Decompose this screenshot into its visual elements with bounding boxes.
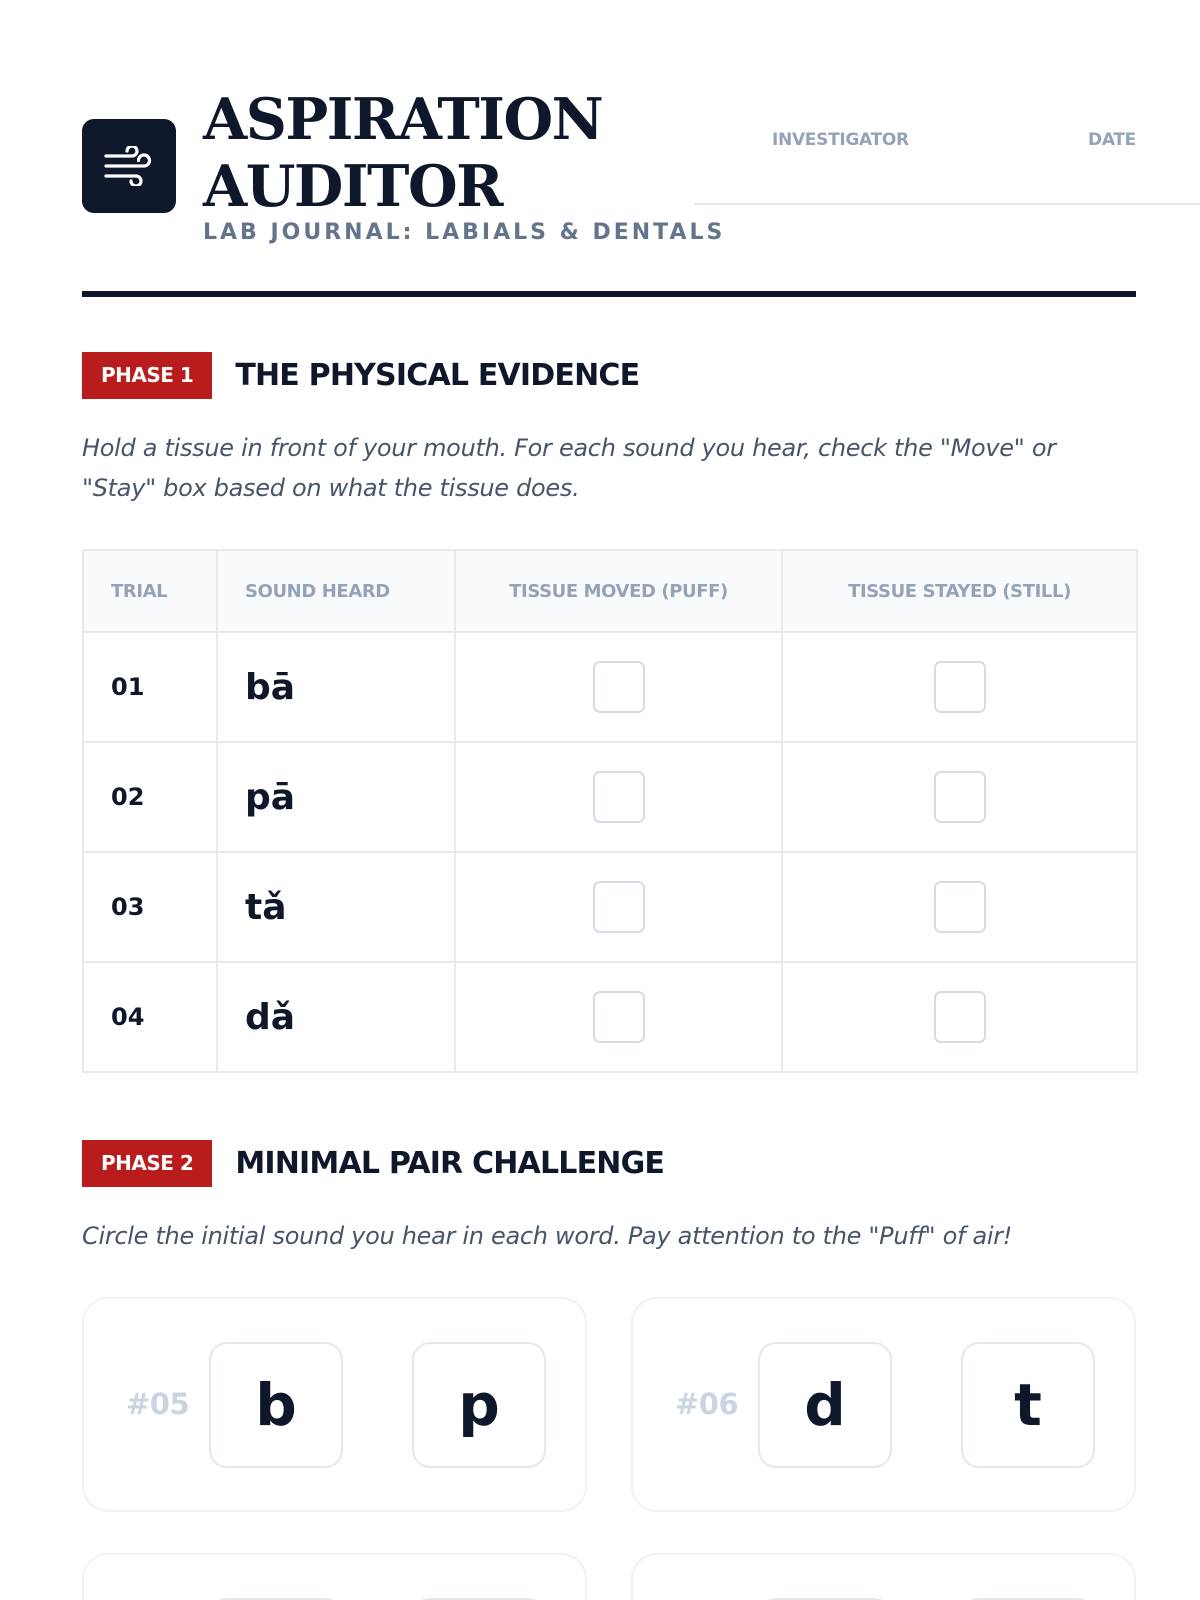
column-header-trial: TRIAL (83, 550, 217, 632)
wind-icon (102, 146, 156, 186)
sound-choice-option[interactable]: b (209, 1342, 343, 1468)
minimal-pair-card (82, 1297, 587, 1512)
sound-heard: dǎ (217, 962, 455, 1072)
page-title (203, 86, 602, 220)
table-row (83, 962, 1137, 1072)
stayed-checkbox[interactable] (934, 661, 986, 713)
moved-checkbox[interactable] (593, 661, 645, 713)
phase1-badge: PHASE 1 (82, 352, 212, 399)
moved-checkbox[interactable] (593, 881, 645, 933)
phase2-heading (82, 1140, 664, 1187)
column-header-moved: TISSUE MOVED (PUFF) (455, 550, 782, 632)
stayed-checkbox[interactable] (934, 771, 986, 823)
table-row (83, 632, 1137, 742)
sound-choice-option[interactable]: d (758, 1342, 892, 1468)
stayed-cell (782, 852, 1137, 962)
trial-number: 04 (83, 962, 217, 1072)
trial-number: 01 (83, 632, 217, 742)
phase1-instructions: Hold a tissue in front of your mouth. For each sound you hear, check the "Move" or "Stay" box based on what the tissue does. (82, 434, 1056, 502)
title-line-1: ASPIRATION (203, 86, 603, 153)
table-row (83, 852, 1137, 962)
minimal-pair-card (631, 1297, 1136, 1512)
phase2-title: MINIMAL PAIR CHALLENGE (235, 1146, 665, 1181)
moved-cell (455, 742, 782, 852)
phase2-badge: PHASE 2 (82, 1140, 212, 1187)
title-line-2: AUDITOR (203, 153, 502, 220)
pair-number: #05 (126, 1387, 190, 1421)
column-header-sound: SOUND HEARD (217, 550, 455, 632)
sound-heard: pā (217, 742, 455, 852)
phase1-title: THE PHYSICAL EVIDENCE (235, 358, 640, 393)
pair-number: #06 (675, 1387, 739, 1421)
phase1-heading (82, 352, 639, 399)
trial-number: 03 (83, 852, 217, 962)
investigator-label: INVESTIGATOR (772, 130, 909, 150)
minimal-pair-card (631, 1553, 1136, 1600)
sound-heard: bā (217, 632, 455, 742)
stayed-checkbox[interactable] (934, 881, 986, 933)
minimal-pair-card (82, 1553, 587, 1600)
stayed-checkbox[interactable] (934, 991, 986, 1043)
stayed-cell (782, 742, 1137, 852)
date-label: DATE (1088, 130, 1136, 150)
trial-number: 02 (83, 742, 217, 852)
moved-cell (455, 962, 782, 1072)
moved-checkbox[interactable] (593, 991, 645, 1043)
trials-table (82, 549, 1138, 1073)
stayed-cell (782, 632, 1137, 742)
column-header-stayed: TISSUE STAYED (STILL) (782, 550, 1137, 632)
sound-choice-option[interactable]: t (961, 1342, 1095, 1468)
moved-cell (455, 852, 782, 962)
table-header-row (83, 550, 1137, 632)
stayed-cell (782, 962, 1137, 1072)
sound-heard: tǎ (217, 852, 455, 962)
page-subtitle: LAB JOURNAL: LABIALS & DENTALS (203, 220, 726, 245)
sound-choice-option[interactable]: p (412, 1342, 546, 1468)
worksheet-header (82, 86, 1136, 300)
moved-cell (455, 632, 782, 742)
moved-checkbox[interactable] (593, 771, 645, 823)
app-logo (82, 119, 176, 213)
header-divider (82, 291, 1136, 297)
phase2-instructions: Circle the initial sound you hear in each word. Pay attention to the "Puff" of air! (82, 1222, 1013, 1250)
table-row (83, 742, 1137, 852)
investigator-date-field-line[interactable] (694, 203, 1200, 205)
